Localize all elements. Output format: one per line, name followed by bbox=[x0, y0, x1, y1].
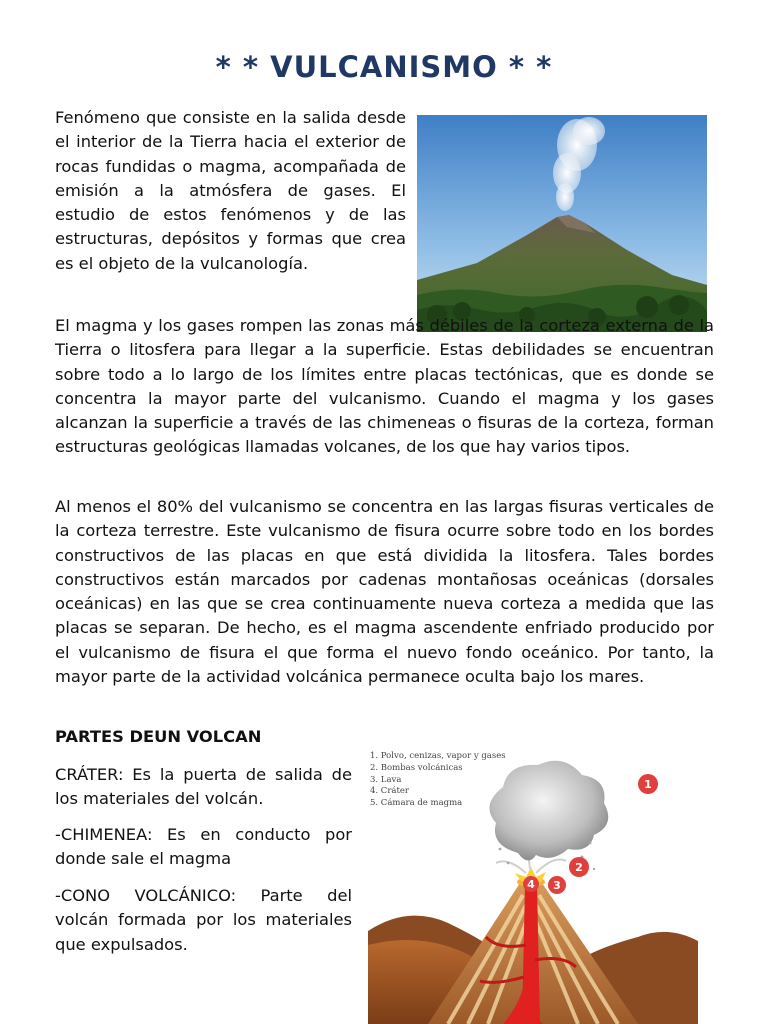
legend-item: 5. Cámara de magma bbox=[370, 798, 463, 809]
paragraph-fissure: Al menos el 80% del vulcanismo se concentra en las largas fisuras verticales de la corteza terrestre. Este vulcanismo de fisura ocurre sobre todo en los bordes constructivos de las placas en que está dividida la litosfera. Tales bordes constructivos están marcados por cadenas montañosas oceánicas (dorsales oceánicas) en las que se crea continuamente nueva corteza a medida que las placas se separan. De hecho, es el magma ascendente enfriado producido por el vulcanismo de fisura el que forma el nuevo fondo oceánico. Por tanto, la mayor parte de la actividad volcánica permanece oculta bajo los mares. bbox=[55, 497, 714, 687]
legend-item: 3. Lava bbox=[370, 774, 402, 785]
diagram-legend bbox=[370, 751, 506, 810]
volcano-photo bbox=[417, 115, 707, 332]
paragraph-intro: Fenómeno que consiste en la salida desde el interior de la Tierra hacia el exterior de rocas fundidas o magma, acompañada de emisión a la atmósfera de gases. El estudio de estos fenómenos y de las estructuras, depósitos y formas que crea es el objeto de la vulcanología. bbox=[55, 108, 406, 273]
marker-1-label: 1 bbox=[644, 778, 652, 791]
parts-heading: PARTES DEUN VOLCAN bbox=[55, 727, 262, 746]
legend-item: 2. Bombas volcánicas bbox=[370, 762, 463, 773]
part-cone: -CONO VOLCÁNICO: Parte del volcán formada por los materiales que expulsados. bbox=[55, 886, 352, 954]
part-chimney: -CHIMENEA: Es en conducto por donde sale el magma bbox=[55, 825, 352, 869]
part-crater: CRÁTER: Es la puerta de salida de los materiales del volcán. bbox=[55, 765, 352, 809]
paragraph-magma: El magma y los gases rompen las zonas más débiles de la corteza externa de la Tierra o litosfera para llegar a la superficie. Estas debilidades se encuentran sobre todo a lo largo de los límites entre placas tectónicas, que es donde se concentra la mayor parte del vulcanismo. Cuando el magma y los gases alcanzan la superficie a través de las chimeneas o fisuras de la corteza, forman estructuras geológicas llamadas volcanes, de los que hay varios tipos. bbox=[55, 316, 714, 457]
marker-2-label: 2 bbox=[575, 861, 583, 874]
marker-4-label: 4 bbox=[527, 878, 535, 891]
marker-3-label: 3 bbox=[553, 879, 561, 892]
legend-item: 1. Polvo, cenizas, vapor y gases bbox=[370, 751, 506, 761]
page-title: * * VULCANISMO * * bbox=[215, 50, 553, 84]
legend-item: 4. Cráter bbox=[370, 786, 409, 797]
